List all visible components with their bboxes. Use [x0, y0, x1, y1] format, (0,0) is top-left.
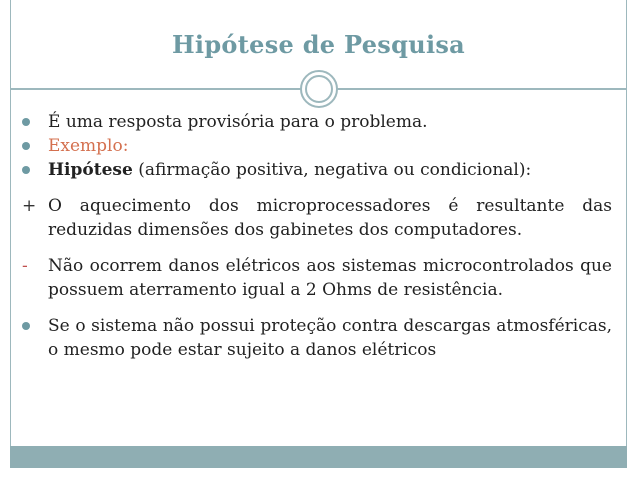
bullet-icon — [22, 118, 30, 126]
item-text: Se o sistema não possui proteção contra descargas atmosféricas, o mesmo pode estar sujeito a danos elétricos — [48, 316, 612, 360]
item-bold-term: Hipótese — [48, 160, 133, 180]
item-text: É uma resposta provisória para o problema. — [48, 112, 428, 132]
slide-content — [22, 110, 612, 362]
list-item — [22, 194, 612, 242]
list-item — [22, 110, 612, 134]
minus-marker: - — [22, 256, 28, 276]
bullet-icon — [22, 166, 30, 174]
bullet-icon — [22, 322, 30, 330]
item-text: Não ocorrem danos elétricos aos sistemas microcontrolados que possuem aterramento igual a 2 Ohms de resistência. — [48, 256, 612, 300]
list-item — [22, 158, 612, 182]
item-text: O aquecimento dos microprocessadores é resultante das reduzidas dimensões dos gabinetes dos computadores. — [48, 196, 612, 240]
slide-title: Hipótese de Pesquisa — [171, 30, 466, 59]
plus-marker: + — [22, 196, 37, 216]
item-text-example: Exemplo: — [48, 136, 129, 156]
list-item — [22, 134, 612, 158]
list-item — [22, 254, 612, 302]
divider-inner-ring-icon — [305, 75, 333, 103]
bullet-icon — [22, 142, 30, 150]
list-item — [22, 314, 612, 362]
footer-bar — [10, 446, 627, 468]
item-text: (afirmação positiva, negativa ou condicional): — [132, 160, 532, 180]
